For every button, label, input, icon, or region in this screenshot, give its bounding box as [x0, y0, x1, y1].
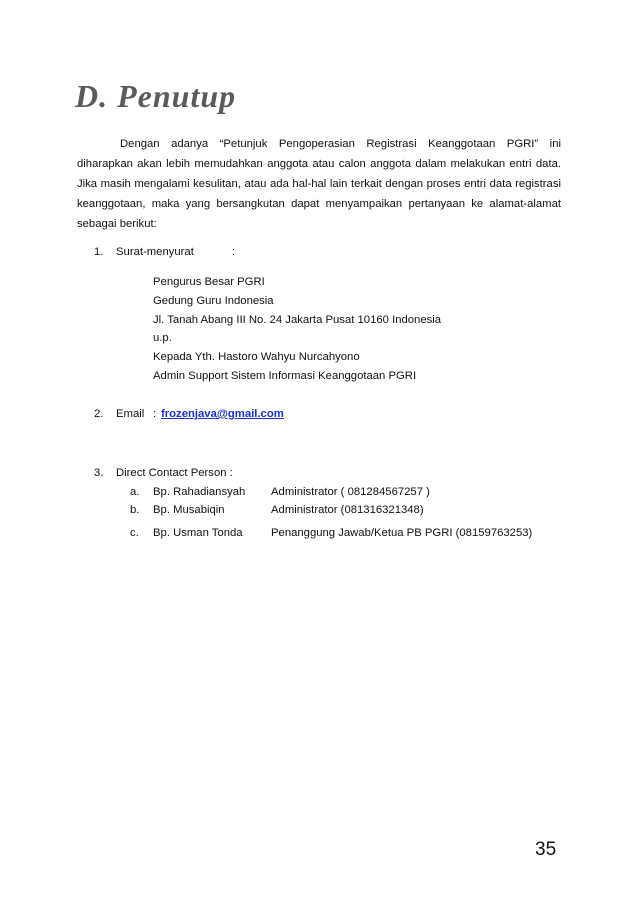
contact-item-number: 3.: [94, 467, 104, 479]
page-number: 35: [535, 839, 557, 860]
mail-item-number: 1.: [94, 246, 104, 258]
contact-letter: a.: [130, 486, 140, 498]
address-line: Jl. Tanah Abang III No. 24 Jakarta Pusat 10160 Indonesia: [153, 313, 442, 326]
contact-name: Bp. Musabiqin: [153, 504, 225, 516]
contact-letter: c.: [130, 527, 139, 539]
contact-role: Administrator ( 081284567257 ): [271, 486, 430, 498]
mail-item-colon: :: [232, 246, 236, 258]
address-line: u.p.: [153, 332, 172, 345]
address-line: Admin Support Sistem Informasi Keanggotaan PGRI: [153, 369, 417, 382]
email-item-number: 2.: [94, 408, 104, 420]
email-link[interactable]: frozenjava@gmail.com: [161, 408, 284, 420]
contact-letter: b.: [130, 504, 140, 516]
contact-name: Bp. Usman Tonda: [153, 527, 243, 539]
email-item-label: Email: [116, 408, 145, 420]
intro-paragraph: Dengan adanya “Petunjuk Pengoperasian Registrasi Keanggotaan PGRI” ini diharapkan akan lebih memudahkan anggota atau calon anggota dalam melakukan entri data. Jika masih mengalami kesulitan, atau ada hal-hal lain terkait dengan proses entri data registrasi keanggotaan, maka yang bersangkutan dapat menyampaikan pertanyaan ke alamat-alamat sebagai berikut:: [77, 138, 561, 230]
contact-role: Administrator (081316321348): [271, 504, 424, 516]
section-heading: D. Penutup: [75, 78, 237, 114]
contact-role: Penanggung Jawab/Ketua PB PGRI (08159763253): [271, 527, 533, 539]
address-line: Kepada Yth. Hastoro Wahyu Nurcahyono: [153, 351, 360, 364]
postal-address: [153, 273, 441, 386]
address-line: Pengurus Besar PGRI: [153, 276, 265, 288]
address-line: Gedung Guru Indonesia: [153, 294, 274, 307]
contact-item-label: Direct Contact Person :: [116, 467, 233, 479]
email-item-colon: :: [153, 408, 157, 420]
contact-name: Bp. Rahadiansyah: [153, 486, 246, 498]
mail-item-label: Surat-menyurat: [116, 246, 194, 258]
